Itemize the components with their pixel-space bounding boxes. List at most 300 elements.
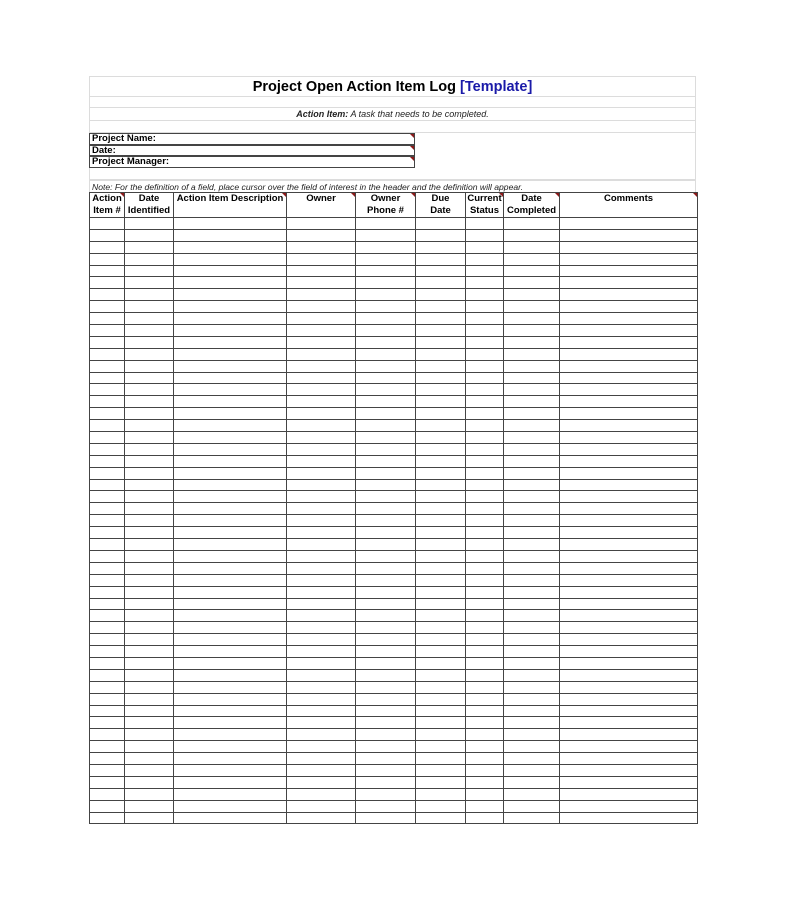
table-cell[interactable]: [174, 741, 287, 753]
table-cell[interactable]: [356, 550, 416, 562]
table-cell[interactable]: [125, 289, 174, 301]
table-cell[interactable]: [174, 372, 287, 384]
table-cell[interactable]: [416, 669, 466, 681]
table-cell[interactable]: [416, 764, 466, 776]
table-cell[interactable]: [287, 776, 356, 788]
table-cell[interactable]: [174, 384, 287, 396]
table-cell[interactable]: [416, 812, 466, 824]
table-cell[interactable]: [174, 610, 287, 622]
table-cell[interactable]: [504, 372, 560, 384]
table-cell[interactable]: [90, 265, 125, 277]
table-cell[interactable]: [287, 729, 356, 741]
table-cell[interactable]: [125, 776, 174, 788]
table-cell[interactable]: [356, 788, 416, 800]
table-cell[interactable]: [287, 717, 356, 729]
table-cell[interactable]: [356, 443, 416, 455]
table-cell[interactable]: [560, 729, 698, 741]
table-cell[interactable]: [560, 610, 698, 622]
table-cell[interactable]: [504, 574, 560, 586]
table-cell[interactable]: [125, 753, 174, 765]
table-cell[interactable]: [90, 586, 125, 598]
table-cell[interactable]: [466, 408, 504, 420]
table-cell[interactable]: [174, 515, 287, 527]
table-cell[interactable]: [416, 657, 466, 669]
table-cell[interactable]: [560, 336, 698, 348]
table-cell[interactable]: [466, 301, 504, 313]
table-cell[interactable]: [287, 301, 356, 313]
table-cell[interactable]: [560, 277, 698, 289]
table-cell[interactable]: [466, 800, 504, 812]
table-cell[interactable]: [356, 717, 416, 729]
table-cell[interactable]: [90, 336, 125, 348]
table-cell[interactable]: [504, 265, 560, 277]
table-cell[interactable]: [416, 289, 466, 301]
table-cell[interactable]: [287, 693, 356, 705]
table-cell[interactable]: [287, 479, 356, 491]
table-cell[interactable]: [90, 527, 125, 539]
table-cell[interactable]: [287, 313, 356, 325]
table-cell[interactable]: [90, 681, 125, 693]
table-cell[interactable]: [504, 515, 560, 527]
table-cell[interactable]: [356, 348, 416, 360]
table-cell[interactable]: [174, 455, 287, 467]
table-cell[interactable]: [560, 788, 698, 800]
table-cell[interactable]: [466, 515, 504, 527]
table-cell[interactable]: [416, 455, 466, 467]
table-cell[interactable]: [416, 610, 466, 622]
table-cell[interactable]: [174, 432, 287, 444]
table-cell[interactable]: [287, 289, 356, 301]
table-cell[interactable]: [356, 562, 416, 574]
table-cell[interactable]: [356, 681, 416, 693]
table-cell[interactable]: [356, 574, 416, 586]
table-cell[interactable]: [287, 800, 356, 812]
table-cell[interactable]: [125, 515, 174, 527]
table-cell[interactable]: [174, 277, 287, 289]
table-cell[interactable]: [287, 598, 356, 610]
table-cell[interactable]: [287, 443, 356, 455]
table-cell[interactable]: [560, 753, 698, 765]
table-cell[interactable]: [287, 467, 356, 479]
table-cell[interactable]: [174, 729, 287, 741]
table-cell[interactable]: [90, 432, 125, 444]
table-cell[interactable]: [90, 646, 125, 658]
table-cell[interactable]: [504, 408, 560, 420]
table-cell[interactable]: [560, 764, 698, 776]
table-cell[interactable]: [125, 598, 174, 610]
table-cell[interactable]: [560, 669, 698, 681]
table-cell[interactable]: [90, 503, 125, 515]
table-cell[interactable]: [504, 360, 560, 372]
table-cell[interactable]: [90, 348, 125, 360]
table-cell[interactable]: [90, 741, 125, 753]
table-cell[interactable]: [90, 396, 125, 408]
table-cell[interactable]: [90, 598, 125, 610]
table-cell[interactable]: [174, 396, 287, 408]
table-cell[interactable]: [90, 479, 125, 491]
table-cell[interactable]: [560, 241, 698, 253]
table-cell[interactable]: [125, 657, 174, 669]
table-cell[interactable]: [504, 550, 560, 562]
table-cell[interactable]: [466, 527, 504, 539]
table-cell[interactable]: [90, 491, 125, 503]
table-cell[interactable]: [466, 669, 504, 681]
table-cell[interactable]: [125, 325, 174, 337]
table-cell[interactable]: [356, 455, 416, 467]
table-cell[interactable]: [287, 336, 356, 348]
table-cell[interactable]: [466, 788, 504, 800]
table-cell[interactable]: [560, 741, 698, 753]
table-cell[interactable]: [356, 634, 416, 646]
table-cell[interactable]: [174, 693, 287, 705]
table-cell[interactable]: [504, 503, 560, 515]
table-cell[interactable]: [356, 325, 416, 337]
table-cell[interactable]: [287, 741, 356, 753]
table-cell[interactable]: [90, 753, 125, 765]
table-cell[interactable]: [356, 301, 416, 313]
table-cell[interactable]: [125, 360, 174, 372]
table-cell[interactable]: [125, 455, 174, 467]
table-cell[interactable]: [287, 515, 356, 527]
table-cell[interactable]: [504, 432, 560, 444]
table-cell[interactable]: [287, 646, 356, 658]
table-cell[interactable]: [466, 657, 504, 669]
table-cell[interactable]: [90, 384, 125, 396]
table-cell[interactable]: [504, 812, 560, 824]
table-cell[interactable]: [466, 289, 504, 301]
table-cell[interactable]: [356, 336, 416, 348]
table-cell[interactable]: [560, 420, 698, 432]
table-cell[interactable]: [125, 717, 174, 729]
table-cell[interactable]: [504, 301, 560, 313]
table-cell[interactable]: [90, 705, 125, 717]
table-cell[interactable]: [416, 443, 466, 455]
table-cell[interactable]: [356, 479, 416, 491]
table-cell[interactable]: [416, 408, 466, 420]
table-cell[interactable]: [356, 277, 416, 289]
table-cell[interactable]: [356, 622, 416, 634]
table-cell[interactable]: [560, 515, 698, 527]
table-cell[interactable]: [504, 336, 560, 348]
table-cell[interactable]: [287, 562, 356, 574]
table-cell[interactable]: [504, 729, 560, 741]
date-field[interactable]: [89, 145, 415, 157]
table-cell[interactable]: [90, 669, 125, 681]
table-cell[interactable]: [125, 241, 174, 253]
table-cell[interactable]: [287, 788, 356, 800]
table-cell[interactable]: [504, 479, 560, 491]
table-cell[interactable]: [504, 669, 560, 681]
table-cell[interactable]: [416, 598, 466, 610]
project-name-field[interactable]: [89, 133, 415, 145]
table-cell[interactable]: [90, 325, 125, 337]
table-cell[interactable]: [356, 289, 416, 301]
table-cell[interactable]: [356, 729, 416, 741]
table-cell[interactable]: [416, 527, 466, 539]
table-cell[interactable]: [356, 669, 416, 681]
table-cell[interactable]: [466, 253, 504, 265]
table-cell[interactable]: [560, 408, 698, 420]
table-cell[interactable]: [174, 289, 287, 301]
table-cell[interactable]: [560, 717, 698, 729]
table-cell[interactable]: [356, 432, 416, 444]
table-cell[interactable]: [125, 443, 174, 455]
table-cell[interactable]: [287, 527, 356, 539]
table-cell[interactable]: [466, 384, 504, 396]
table-cell[interactable]: [356, 610, 416, 622]
table-cell[interactable]: [504, 443, 560, 455]
table-cell[interactable]: [560, 491, 698, 503]
table-cell[interactable]: [504, 396, 560, 408]
table-cell[interactable]: [125, 503, 174, 515]
table-cell[interactable]: [125, 384, 174, 396]
table-cell[interactable]: [287, 372, 356, 384]
table-cell[interactable]: [504, 241, 560, 253]
table-cell[interactable]: [90, 360, 125, 372]
table-cell[interactable]: [356, 467, 416, 479]
table-cell[interactable]: [416, 277, 466, 289]
table-cell[interactable]: [560, 550, 698, 562]
table-cell[interactable]: [416, 491, 466, 503]
table-cell[interactable]: [466, 764, 504, 776]
table-cell[interactable]: [287, 253, 356, 265]
table-cell[interactable]: [466, 562, 504, 574]
header-action-item-number[interactable]: Action Item #: [90, 193, 125, 218]
table-cell[interactable]: [287, 574, 356, 586]
table-cell[interactable]: [287, 669, 356, 681]
table-cell[interactable]: [504, 562, 560, 574]
table-cell[interactable]: [504, 693, 560, 705]
table-cell[interactable]: [466, 753, 504, 765]
table-cell[interactable]: [174, 776, 287, 788]
table-cell[interactable]: [504, 491, 560, 503]
table-cell[interactable]: [466, 372, 504, 384]
table-cell[interactable]: [90, 550, 125, 562]
table-cell[interactable]: [287, 550, 356, 562]
table-cell[interactable]: [504, 325, 560, 337]
table-cell[interactable]: [174, 360, 287, 372]
table-cell[interactable]: [125, 491, 174, 503]
table-cell[interactable]: [466, 348, 504, 360]
table-cell[interactable]: [466, 336, 504, 348]
table-cell[interactable]: [174, 301, 287, 313]
table-cell[interactable]: [356, 776, 416, 788]
table-cell[interactable]: [125, 562, 174, 574]
table-cell[interactable]: [90, 277, 125, 289]
table-cell[interactable]: [416, 360, 466, 372]
table-cell[interactable]: [466, 265, 504, 277]
table-cell[interactable]: [504, 717, 560, 729]
table-cell[interactable]: [90, 539, 125, 551]
table-cell[interactable]: [90, 301, 125, 313]
table-cell[interactable]: [174, 622, 287, 634]
table-cell[interactable]: [416, 753, 466, 765]
table-cell[interactable]: [560, 574, 698, 586]
table-cell[interactable]: [125, 669, 174, 681]
table-cell[interactable]: [416, 693, 466, 705]
table-cell[interactable]: [125, 479, 174, 491]
table-cell[interactable]: [560, 455, 698, 467]
table-cell[interactable]: [560, 657, 698, 669]
table-cell[interactable]: [560, 705, 698, 717]
table-cell[interactable]: [504, 610, 560, 622]
table-cell[interactable]: [287, 384, 356, 396]
table-cell[interactable]: [90, 657, 125, 669]
table-cell[interactable]: [356, 539, 416, 551]
table-cell[interactable]: [504, 467, 560, 479]
table-cell[interactable]: [416, 336, 466, 348]
table-cell[interactable]: [90, 408, 125, 420]
table-cell[interactable]: [560, 646, 698, 658]
table-cell[interactable]: [416, 515, 466, 527]
table-cell[interactable]: [174, 764, 287, 776]
table-cell[interactable]: [416, 634, 466, 646]
table-cell[interactable]: [504, 277, 560, 289]
table-cell[interactable]: [504, 218, 560, 230]
table-cell[interactable]: [90, 253, 125, 265]
table-cell[interactable]: [125, 646, 174, 658]
table-cell[interactable]: [125, 527, 174, 539]
table-cell[interactable]: [560, 301, 698, 313]
table-cell[interactable]: [287, 705, 356, 717]
table-cell[interactable]: [174, 634, 287, 646]
table-cell[interactable]: [174, 325, 287, 337]
table-cell[interactable]: [560, 253, 698, 265]
table-cell[interactable]: [560, 562, 698, 574]
table-cell[interactable]: [174, 443, 287, 455]
table-cell[interactable]: [90, 515, 125, 527]
header-date-identified[interactable]: Date Identified: [125, 193, 174, 218]
table-cell[interactable]: [466, 634, 504, 646]
table-cell[interactable]: [504, 313, 560, 325]
table-cell[interactable]: [125, 550, 174, 562]
table-cell[interactable]: [287, 455, 356, 467]
table-cell[interactable]: [466, 646, 504, 658]
table-cell[interactable]: [560, 622, 698, 634]
table-cell[interactable]: [466, 467, 504, 479]
table-cell[interactable]: [356, 657, 416, 669]
table-cell[interactable]: [416, 550, 466, 562]
table-cell[interactable]: [125, 634, 174, 646]
table-cell[interactable]: [125, 681, 174, 693]
table-cell[interactable]: [125, 574, 174, 586]
table-cell[interactable]: [287, 325, 356, 337]
table-cell[interactable]: [174, 646, 287, 658]
table-cell[interactable]: [287, 229, 356, 241]
table-cell[interactable]: [560, 812, 698, 824]
table-cell[interactable]: [466, 360, 504, 372]
table-cell[interactable]: [125, 372, 174, 384]
table-cell[interactable]: [90, 764, 125, 776]
table-cell[interactable]: [416, 717, 466, 729]
table-cell[interactable]: [504, 598, 560, 610]
table-cell[interactable]: [287, 420, 356, 432]
table-cell[interactable]: [174, 336, 287, 348]
table-cell[interactable]: [287, 241, 356, 253]
table-cell[interactable]: [416, 253, 466, 265]
table-cell[interactable]: [560, 503, 698, 515]
table-cell[interactable]: [90, 467, 125, 479]
table-cell[interactable]: [416, 325, 466, 337]
table-cell[interactable]: [356, 515, 416, 527]
table-cell[interactable]: [504, 348, 560, 360]
table-cell[interactable]: [287, 503, 356, 515]
table-cell[interactable]: [416, 301, 466, 313]
table-cell[interactable]: [174, 586, 287, 598]
table-cell[interactable]: [125, 348, 174, 360]
table-cell[interactable]: [560, 360, 698, 372]
header-current-status[interactable]: Current Status: [467, 193, 502, 216]
table-cell[interactable]: [504, 229, 560, 241]
table-cell[interactable]: [466, 455, 504, 467]
table-cell[interactable]: [125, 229, 174, 241]
table-cell[interactable]: [125, 253, 174, 265]
table-cell[interactable]: [356, 753, 416, 765]
table-cell[interactable]: [504, 753, 560, 765]
header-owner-phone[interactable]: Owner Phone #: [356, 193, 416, 218]
table-cell[interactable]: [174, 467, 287, 479]
table-cell[interactable]: [466, 598, 504, 610]
table-cell[interactable]: [504, 681, 560, 693]
table-cell[interactable]: [466, 586, 504, 598]
table-cell[interactable]: [287, 218, 356, 230]
table-cell[interactable]: [90, 776, 125, 788]
table-cell[interactable]: [125, 432, 174, 444]
table-cell[interactable]: [416, 265, 466, 277]
table-cell[interactable]: [287, 657, 356, 669]
table-cell[interactable]: [174, 705, 287, 717]
table-cell[interactable]: [287, 265, 356, 277]
table-cell[interactable]: [90, 812, 125, 824]
table-cell[interactable]: [125, 313, 174, 325]
table-cell[interactable]: [416, 432, 466, 444]
table-cell[interactable]: [356, 360, 416, 372]
table-cell[interactable]: [560, 598, 698, 610]
table-cell[interactable]: [466, 396, 504, 408]
table-cell[interactable]: [174, 753, 287, 765]
table-cell[interactable]: [466, 610, 504, 622]
table-cell[interactable]: [466, 218, 504, 230]
table-cell[interactable]: [356, 229, 416, 241]
table-cell[interactable]: [416, 479, 466, 491]
table-cell[interactable]: [174, 550, 287, 562]
table-cell[interactable]: [504, 705, 560, 717]
table-cell[interactable]: [416, 574, 466, 586]
table-cell[interactable]: [466, 491, 504, 503]
table-cell[interactable]: [125, 336, 174, 348]
table-cell[interactable]: [90, 717, 125, 729]
table-cell[interactable]: [125, 408, 174, 420]
table-cell[interactable]: [560, 384, 698, 396]
table-cell[interactable]: [174, 598, 287, 610]
table-cell[interactable]: [504, 527, 560, 539]
table-cell[interactable]: [466, 550, 504, 562]
table-cell[interactable]: [125, 812, 174, 824]
table-cell[interactable]: [416, 788, 466, 800]
table-cell[interactable]: [504, 646, 560, 658]
table-cell[interactable]: [356, 408, 416, 420]
table-cell[interactable]: [504, 455, 560, 467]
table-cell[interactable]: [416, 539, 466, 551]
table-cell[interactable]: [560, 443, 698, 455]
table-cell[interactable]: [416, 420, 466, 432]
table-cell[interactable]: [90, 788, 125, 800]
table-cell[interactable]: [90, 313, 125, 325]
table-cell[interactable]: [504, 622, 560, 634]
table-cell[interactable]: [356, 800, 416, 812]
table-cell[interactable]: [356, 241, 416, 253]
table-cell[interactable]: [416, 622, 466, 634]
